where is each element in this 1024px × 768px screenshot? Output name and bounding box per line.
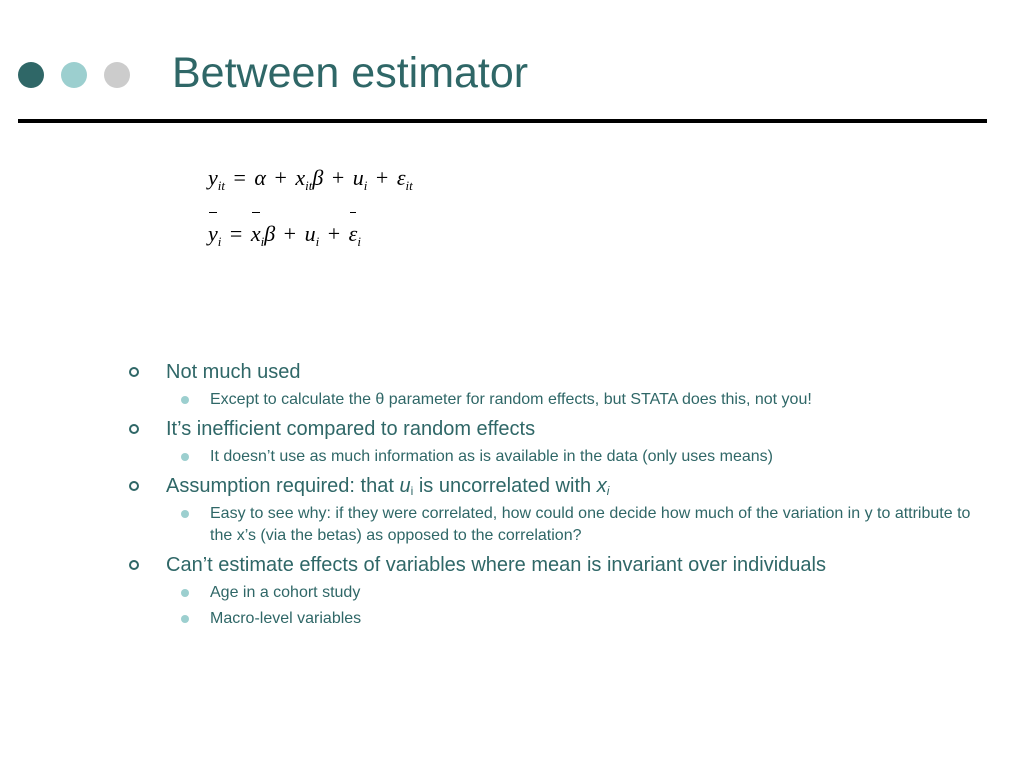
- bullet-item: [128, 360, 988, 411]
- eq2-plus-1: +: [283, 221, 297, 246]
- dot-bullet-icon: [181, 510, 189, 518]
- bullet-text-pre: Assumption required: that: [166, 475, 400, 497]
- eq1-y: y: [208, 165, 218, 190]
- eq2-x-bar: x: [250, 221, 261, 246]
- bullet-var-x-sub: i: [606, 484, 610, 498]
- eq1-x: x: [295, 165, 306, 190]
- bullet-var-x: x: [596, 475, 607, 497]
- eq2-epsilon-bar: ε: [348, 221, 358, 246]
- bullet-item: [128, 553, 988, 630]
- bullet-item: [128, 417, 988, 468]
- eq2-equals: =: [229, 221, 243, 246]
- equation-panel-model: [208, 164, 413, 192]
- sub-bullet-item: [166, 503, 988, 547]
- sub-bullet-text: Age in a cohort study: [210, 584, 361, 601]
- eq2-beta: β: [264, 221, 276, 246]
- ring-bullet-icon: [129, 424, 139, 434]
- eq1-x-sub: it: [305, 178, 313, 193]
- eq2-u: u: [304, 221, 316, 246]
- eq2-epsilon-sub: i: [357, 234, 361, 249]
- ring-bullet-icon: [129, 367, 139, 377]
- sub-bullet-text: Except to calculate the θ parameter for random effects, but STATA does this, not you!: [210, 391, 812, 408]
- eq1-epsilon: ε: [396, 165, 406, 190]
- eq1-beta: β: [312, 165, 324, 190]
- bullet-text: Not much used: [166, 361, 301, 383]
- eq1-plus-2: +: [331, 165, 345, 190]
- eq2-u-sub: i: [315, 234, 320, 249]
- sub-bullet-item: [166, 446, 988, 468]
- sub-bullet-text: Easy to see why: if they were correlated, how could one decide how much of the variation in y to attribute to the x’s (via the betas) as opposed to the correlation?: [210, 505, 971, 544]
- dot-bullet-icon: [181, 396, 189, 404]
- bullet-text-mid: is uncorrelated with: [413, 475, 597, 497]
- eq2-y-bar: y: [208, 221, 218, 246]
- sub-bullet-list: [166, 446, 988, 468]
- dot-bullet-icon: [181, 453, 189, 461]
- decorative-dot-light: [61, 62, 87, 88]
- dot-bullet-icon: [181, 615, 189, 623]
- eq1-epsilon-sub: it: [405, 178, 413, 193]
- eq1-plus-1: +: [274, 165, 287, 190]
- eq1-y-sub: it: [217, 178, 225, 193]
- sub-bullet-item: [166, 608, 988, 630]
- bullet-var-u: u: [399, 475, 411, 497]
- bullet-text: It’s inefficient compared to random effects: [166, 418, 536, 440]
- eq1-u: u: [352, 165, 364, 190]
- sub-bullet-list: [166, 389, 988, 411]
- ring-bullet-icon: [129, 560, 139, 570]
- slide-title: Between estimator: [172, 49, 529, 97]
- sub-bullet-list: [166, 503, 988, 547]
- sub-bullet-text: Macro-level variables: [210, 610, 362, 627]
- eq1-plus-3: +: [375, 165, 389, 190]
- sub-bullet-item: [166, 582, 988, 604]
- sub-bullet-text: It doesn’t use as much information as is available in the data (only uses means): [210, 448, 773, 465]
- decorative-dot-dark: [18, 62, 44, 88]
- equation-between-means: [208, 220, 361, 248]
- decorative-dot-grey: [104, 62, 130, 88]
- sub-bullet-item: [166, 389, 988, 411]
- bullet-item: [128, 474, 988, 547]
- eq2-x-sub: i: [260, 234, 265, 249]
- ring-bullet-icon: [129, 481, 139, 491]
- bullet-var-u-sub: i: [410, 484, 414, 498]
- eq2-plus-2: +: [327, 221, 341, 246]
- bullet-text: Can’t estimate effects of variables where mean is invariant over individuals: [166, 554, 826, 576]
- sub-bullet-list: [166, 582, 988, 630]
- dot-bullet-icon: [181, 589, 189, 597]
- eq1-alpha: α: [254, 165, 266, 190]
- eq1-u-sub: i: [363, 178, 368, 193]
- title-rule: [18, 119, 987, 123]
- eq1-equals: =: [233, 165, 246, 190]
- bullet-list: [128, 360, 988, 636]
- eq2-y-sub: i: [217, 234, 222, 249]
